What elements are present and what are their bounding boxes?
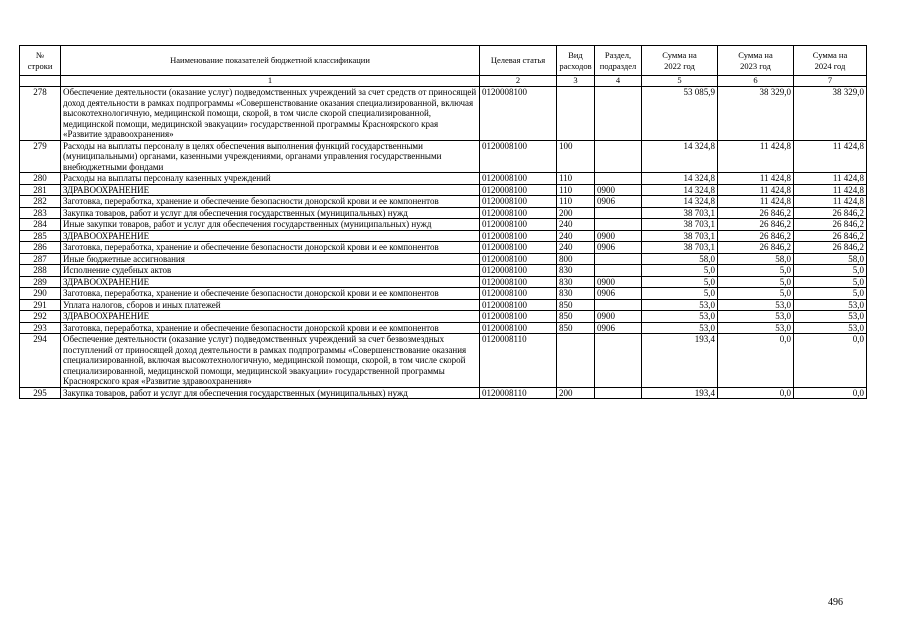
table-row [20, 322, 867, 334]
expense-type: 800 [557, 253, 595, 265]
column-number-row [20, 76, 867, 87]
sum-2024: 5,0 [794, 276, 867, 288]
row-number: 281 [20, 184, 61, 196]
sum-2022: 14 324,8 [642, 140, 718, 173]
sum-2024: 53,0 [794, 311, 867, 323]
sum-2022: 193,4 [642, 387, 718, 399]
section-code [595, 87, 642, 141]
expense-type: 850 [557, 299, 595, 311]
section-code: 0906 [595, 196, 642, 208]
section-code [595, 173, 642, 185]
indicator-name: Заготовка, переработка, хранение и обеспечение безопасности донорской крови и ее компонентов [61, 196, 480, 208]
table-row [20, 276, 867, 288]
column-number [20, 76, 61, 87]
table-row [20, 140, 867, 173]
target-article: 0120008100 [480, 196, 557, 208]
target-article: 0120008100 [480, 288, 557, 300]
table-row [20, 219, 867, 231]
table-row [20, 173, 867, 185]
column-number: 2 [480, 76, 557, 87]
indicator-name: Иные закупки товаров, работ и услуг для обеспечения государственных (муниципальных) нужд [61, 219, 480, 231]
expense-type: 830 [557, 276, 595, 288]
sum-2024: 5,0 [794, 288, 867, 300]
table-row [20, 207, 867, 219]
column-number: 1 [61, 76, 480, 87]
indicator-name: Заготовка, переработка, хранение и обеспечение безопасности донорской крови и ее компонентов [61, 242, 480, 254]
row-number: 295 [20, 387, 61, 399]
table-row [20, 253, 867, 265]
target-article: 0120008100 [480, 311, 557, 323]
table-row [20, 334, 867, 388]
section-code [595, 140, 642, 173]
sum-2022: 14 324,8 [642, 196, 718, 208]
sum-2024: 26 846,2 [794, 219, 867, 231]
sum-2022: 38 703,1 [642, 207, 718, 219]
expense-type: 850 [557, 311, 595, 323]
section-code: 0906 [595, 322, 642, 334]
sum-2022: 38 703,1 [642, 230, 718, 242]
budget-table [19, 45, 867, 399]
indicator-name: Заготовка, переработка, хранение и обеспечение безопасности донорской крови и ее компонентов [61, 288, 480, 300]
sum-2023: 11 424,8 [718, 173, 794, 185]
row-number: 294 [20, 334, 61, 388]
sum-2023: 11 424,8 [718, 140, 794, 173]
indicator-name: Расходы на выплаты персоналу казенных учреждений [61, 173, 480, 185]
row-number: 290 [20, 288, 61, 300]
indicator-name: Иные бюджетные ассигнования [61, 253, 480, 265]
sum-2023: 53,0 [718, 311, 794, 323]
header-sum-2023: Сумма на 2023 год [718, 46, 794, 76]
target-article: 0120008100 [480, 299, 557, 311]
sum-2023: 58,0 [718, 253, 794, 265]
sum-2023: 38 329,0 [718, 87, 794, 141]
section-code: 0906 [595, 242, 642, 254]
expense-type: 200 [557, 207, 595, 219]
table-row [20, 87, 867, 141]
sum-2024: 38 329,0 [794, 87, 867, 141]
row-number: 286 [20, 242, 61, 254]
row-number: 284 [20, 219, 61, 231]
sum-2024: 53,0 [794, 322, 867, 334]
table-row [20, 230, 867, 242]
row-number: 283 [20, 207, 61, 219]
target-article: 0120008100 [480, 322, 557, 334]
expense-type: 110 [557, 173, 595, 185]
table-row [20, 311, 867, 323]
sum-2024: 11 424,8 [794, 173, 867, 185]
expense-type: 830 [557, 265, 595, 277]
indicator-name: Обеспечение деятельности (оказание услуг) подведомственных учреждений за счет средств от приносящей доход деятельности в рамках подпрограммы «Совершенствование оказания специализированной, включая высокотехнологичную, медицинской помощи, скорой, в том числе скорой специализированной, медицинской помощи, медицинской эвакуации» государственной программы Красноярского края «Развитие здравоохранения» [61, 87, 480, 141]
sum-2022: 193,4 [642, 334, 718, 388]
target-article: 0120008100 [480, 230, 557, 242]
sum-2023: 5,0 [718, 276, 794, 288]
indicator-name: ЗДРАВООХРАНЕНИЕ [61, 276, 480, 288]
table-body [20, 87, 867, 399]
sum-2023: 5,0 [718, 288, 794, 300]
expense-type: 240 [557, 219, 595, 231]
row-number: 278 [20, 87, 61, 141]
sum-2022: 38 703,1 [642, 219, 718, 231]
row-number: 293 [20, 322, 61, 334]
section-code [595, 207, 642, 219]
expense-type: 850 [557, 322, 595, 334]
target-article: 0120008100 [480, 219, 557, 231]
row-number: 288 [20, 265, 61, 277]
sum-2024: 26 846,2 [794, 230, 867, 242]
sum-2023: 26 846,2 [718, 219, 794, 231]
section-code [595, 219, 642, 231]
page-number: 496 [828, 597, 843, 608]
expense-type: 200 [557, 387, 595, 399]
expense-type: 110 [557, 196, 595, 208]
sum-2023: 53,0 [718, 322, 794, 334]
target-article: 0120008110 [480, 387, 557, 399]
row-number: 292 [20, 311, 61, 323]
header-row [20, 46, 867, 76]
indicator-name: Исполнение судебных актов [61, 265, 480, 277]
sum-2024: 26 846,2 [794, 242, 867, 254]
header-sum-2024: Сумма на 2024 год [794, 46, 867, 76]
target-article: 0120008100 [480, 242, 557, 254]
sum-2024: 26 846,2 [794, 207, 867, 219]
sum-2023: 26 846,2 [718, 230, 794, 242]
indicator-name: Закупка товаров, работ и услуг для обеспечения государственных (муниципальных) нужд [61, 207, 480, 219]
column-number: 6 [718, 76, 794, 87]
section-code [595, 265, 642, 277]
target-article: 0120008100 [480, 207, 557, 219]
sum-2022: 53 085,9 [642, 87, 718, 141]
sum-2024: 5,0 [794, 265, 867, 277]
target-article: 0120008100 [480, 265, 557, 277]
header-section: Раздел, подраздел [595, 46, 642, 76]
sum-2024: 53,0 [794, 299, 867, 311]
column-number: 5 [642, 76, 718, 87]
expense-type: 240 [557, 230, 595, 242]
table-row [20, 288, 867, 300]
sum-2022: 53,0 [642, 299, 718, 311]
table-row [20, 265, 867, 277]
row-number: 282 [20, 196, 61, 208]
target-article: 0120008100 [480, 276, 557, 288]
sum-2023: 26 846,2 [718, 242, 794, 254]
target-article: 0120008100 [480, 253, 557, 265]
section-code [595, 334, 642, 388]
section-code [595, 299, 642, 311]
expense-type: 110 [557, 184, 595, 196]
section-code [595, 387, 642, 399]
indicator-name: ЗДРАВООХРАНЕНИЕ [61, 184, 480, 196]
sum-2023: 11 424,8 [718, 196, 794, 208]
table-row [20, 184, 867, 196]
target-article: 0120008100 [480, 173, 557, 185]
target-article: 0120008100 [480, 87, 557, 141]
sum-2022: 38 703,1 [642, 242, 718, 254]
column-number: 4 [595, 76, 642, 87]
row-number: 280 [20, 173, 61, 185]
target-article: 0120008110 [480, 334, 557, 388]
section-code [595, 253, 642, 265]
sum-2022: 53,0 [642, 322, 718, 334]
header-exp-type: Вид расходов [557, 46, 595, 76]
sum-2023: 5,0 [718, 265, 794, 277]
indicator-name: Закупка товаров, работ и услуг для обеспечения государственных (муниципальных) нужд [61, 387, 480, 399]
section-code: 0900 [595, 230, 642, 242]
column-number: 7 [794, 76, 867, 87]
expense-type: 830 [557, 288, 595, 300]
header-row-no: № строки [20, 46, 61, 76]
expense-type [557, 87, 595, 141]
table-row [20, 196, 867, 208]
sum-2023: 53,0 [718, 299, 794, 311]
indicator-name: Заготовка, переработка, хранение и обеспечение безопасности донорской крови и ее компонентов [61, 322, 480, 334]
sum-2023: 0,0 [718, 334, 794, 388]
sum-2022: 53,0 [642, 311, 718, 323]
sum-2022: 58,0 [642, 253, 718, 265]
sum-2024: 11 424,8 [794, 140, 867, 173]
table-row [20, 299, 867, 311]
row-number: 287 [20, 253, 61, 265]
header-sum-2022: Сумма на 2022 год [642, 46, 718, 76]
section-code: 0906 [595, 288, 642, 300]
sum-2023: 11 424,8 [718, 184, 794, 196]
target-article: 0120008100 [480, 140, 557, 173]
sum-2024: 58,0 [794, 253, 867, 265]
header-name: Наименование показателей бюджетной классификации [61, 46, 480, 76]
row-number: 279 [20, 140, 61, 173]
indicator-name: Расходы на выплаты персоналу в целях обеспечения выполнения функций государственными (муниципальными) органами, казенными учреждениями, органами управления государственными внебюджетными фондами [61, 140, 480, 173]
header-target: Целевая статья [480, 46, 557, 76]
sum-2022: 14 324,8 [642, 184, 718, 196]
expense-type: 100 [557, 140, 595, 173]
expense-type [557, 334, 595, 388]
section-code: 0900 [595, 311, 642, 323]
sum-2022: 5,0 [642, 265, 718, 277]
row-number: 291 [20, 299, 61, 311]
table-row [20, 242, 867, 254]
sum-2022: 5,0 [642, 276, 718, 288]
target-article: 0120008100 [480, 184, 557, 196]
sum-2022: 14 324,8 [642, 173, 718, 185]
row-number: 289 [20, 276, 61, 288]
sum-2023: 0,0 [718, 387, 794, 399]
column-number: 3 [557, 76, 595, 87]
sum-2024: 11 424,8 [794, 196, 867, 208]
indicator-name: ЗДРАВООХРАНЕНИЕ [61, 230, 480, 242]
row-number: 285 [20, 230, 61, 242]
sum-2022: 5,0 [642, 288, 718, 300]
table-row [20, 387, 867, 399]
sum-2024: 11 424,8 [794, 184, 867, 196]
indicator-name: ЗДРАВООХРАНЕНИЕ [61, 311, 480, 323]
section-code: 0900 [595, 184, 642, 196]
section-code: 0900 [595, 276, 642, 288]
indicator-name: Обеспечение деятельности (оказание услуг) подведомственных учреждений за счет безвозмездных поступлений от приносящей доход деятельности в рамках подпрограммы «Совершенствование оказания специализированной, включая высокотехнологичную, медицинской помощи, скорой, в том числе скорой специализированной, медицинской помощи, медицинской эвакуации» государственной программы Красноярского края «Развитие здравоохранения» [61, 334, 480, 388]
sum-2024: 0,0 [794, 334, 867, 388]
indicator-name: Уплата налогов, сборов и иных платежей [61, 299, 480, 311]
sum-2023: 26 846,2 [718, 207, 794, 219]
expense-type: 240 [557, 242, 595, 254]
sum-2024: 0,0 [794, 387, 867, 399]
